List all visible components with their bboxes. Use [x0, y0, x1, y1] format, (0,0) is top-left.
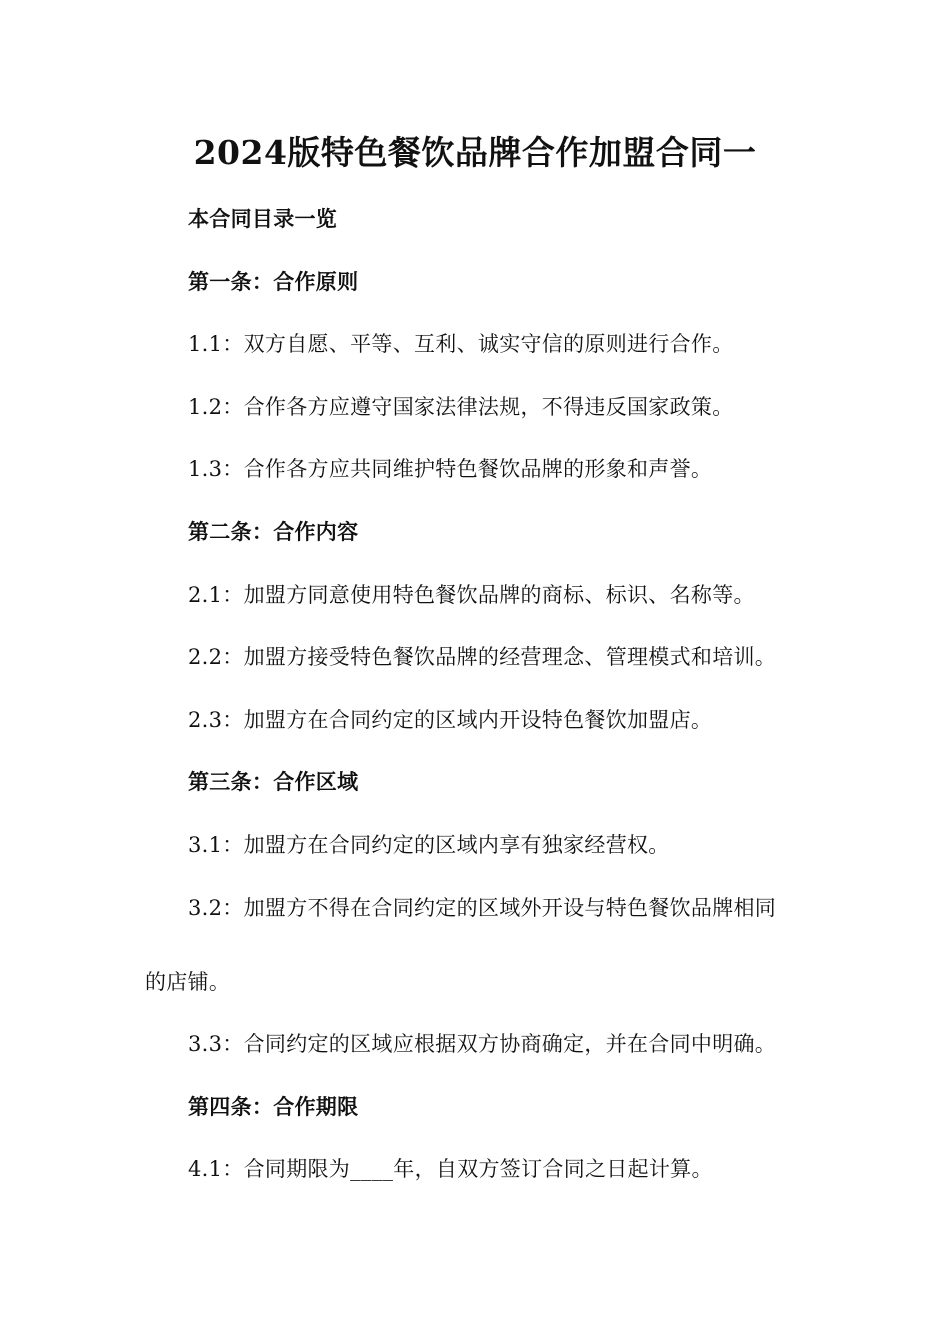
document-title: 2024版特色餐饮品牌合作加盟合同一: [193, 133, 757, 172]
article-2-heading: 第二条：合作内容: [188, 519, 359, 544]
article-1-heading: 第一条：合作原则: [188, 269, 359, 294]
article-3-heading: 第三条：合作区域: [188, 769, 359, 794]
clause-3-2: 3.2：加盟方不得在合同约定的区域外开设与特色餐饮品牌相同: [188, 896, 777, 920]
article-4-heading: 第四条：合作期限: [188, 1094, 359, 1119]
clause-1-2: 1.2：合作各方应遵守国家法律法规，不得违反国家政策。: [188, 395, 734, 419]
clause-2-2: 2.2：加盟方接受特色餐饮品牌的经营理念、管理模式和培训。: [188, 645, 777, 669]
clause-3-3: 3.3：合同约定的区域应根据双方协商确定，并在合同中明确。: [188, 1032, 777, 1056]
clause-4-1: 4.1：合同期限为____年，自双方签订合同之日起计算。: [188, 1157, 713, 1181]
toc-heading: 本合同目录一览: [188, 206, 338, 231]
clause-3-2-continuation: 的店铺。: [145, 970, 231, 994]
clause-2-1: 2.1：加盟方同意使用特色餐饮品牌的商标、标识、名称等。: [188, 583, 755, 607]
clause-1-3: 1.3：合作各方应共同维护特色餐饮品牌的形象和声誉。: [188, 457, 713, 481]
clause-2-3: 2.3：加盟方在合同约定的区域内开设特色餐饮加盟店。: [188, 708, 713, 732]
clause-3-1: 3.1：加盟方在合同约定的区域内享有独家经营权。: [188, 833, 670, 857]
clause-1-1: 1.1：双方自愿、平等、互利、诚实守信的原则进行合作。: [188, 332, 734, 356]
